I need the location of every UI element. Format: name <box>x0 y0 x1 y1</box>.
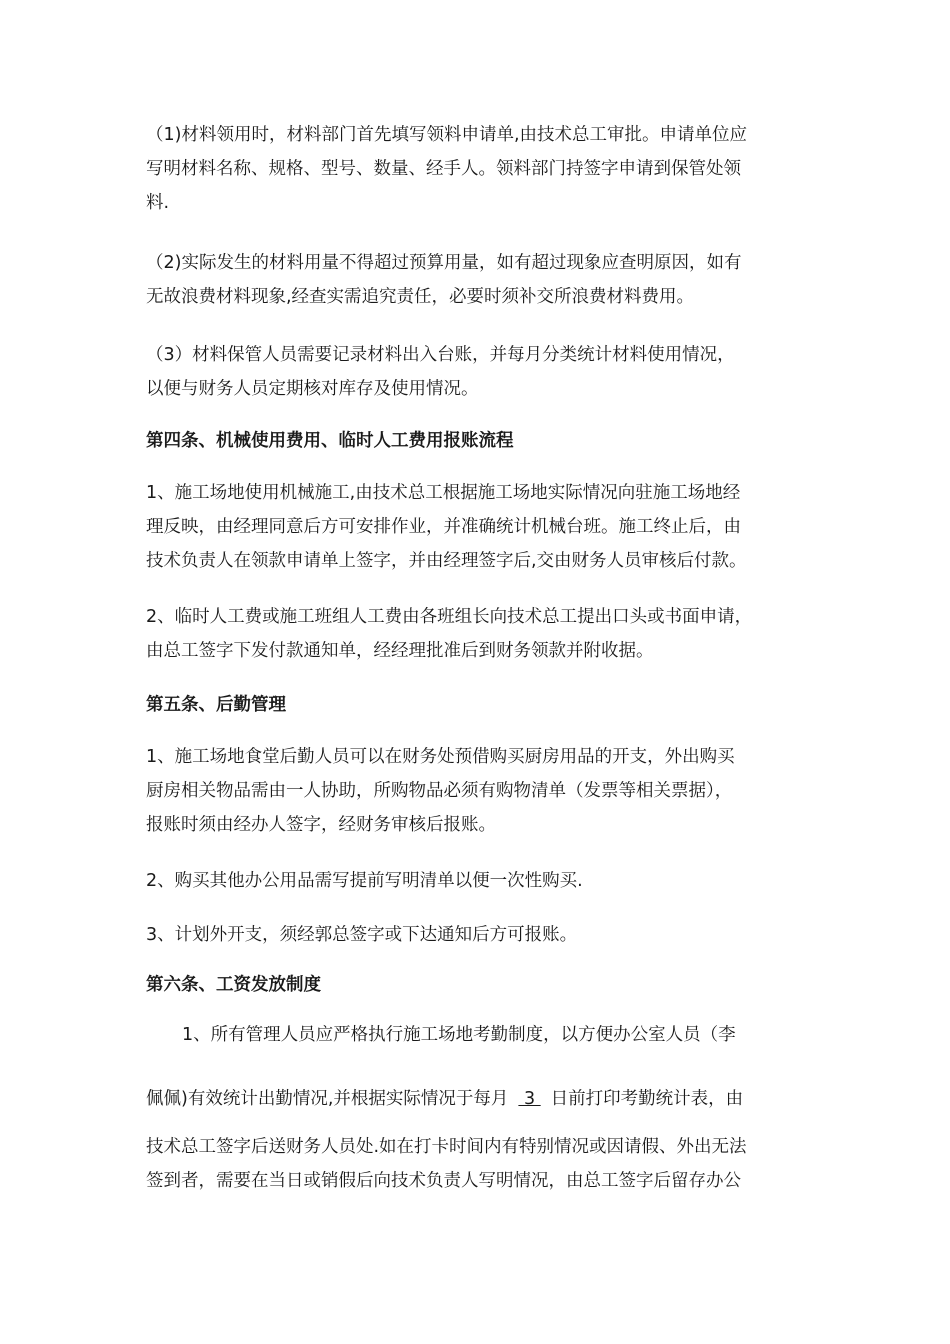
text-line: 技术总工签字后送财务人员处.如在打卡时间内有特别情况或因请假、外出无法 <box>146 1137 747 1157</box>
text-line: 由总工签字下发付款通知单，经经理批准后到财务领款并附收据。 <box>146 641 654 661</box>
paragraph-canteen-expenses <box>146 740 826 842</box>
text-line: 签到者，需要在当日或销假后向技术负责人写明情况，由总工签字后留存办公 <box>146 1171 741 1191</box>
text-segment: 佩佩)有效统计出勤情况,并根据实际情况于每月 <box>146 1089 509 1109</box>
text-line: （2)实际发生的材料用量不得超过预算用量，如有超过现象应查明原因，如有 <box>146 253 742 273</box>
text-line: （1)材料领用时，材料部门首先填写领料申请单,由技术总工审批。申请单位应 <box>146 125 748 145</box>
paragraph-attendance-continued <box>146 1130 826 1198</box>
section-heading-article-6: 第六条、工资发放制度 <box>146 975 321 995</box>
paragraph-attendance-line-2 <box>146 1082 826 1116</box>
text-line: 厨房相关物品需由一人协助，所购物品必须有购物清单（发票等相关票据）， <box>146 781 733 801</box>
text-line: 报账时须由经办人签字，经财务审核后报账。 <box>146 815 496 835</box>
paragraph-material-usage <box>146 246 826 314</box>
text-line: 写明材料名称、规格、型号、数量、经手人。领料部门持签字申请到保管处领 <box>146 159 741 179</box>
section-heading-article-4: 第四条、机械使用费用、临时人工费用报账流程 <box>146 431 514 451</box>
paragraph-unplanned-expenses: 3、计划外开支，须经郭总签字或下达通知后方可报账。 <box>146 925 578 945</box>
text-line: 技术负责人在领款申请单上签字，并由经理签字后,交由财务人员审核后付款。 <box>146 551 747 571</box>
paragraph-material-requisition <box>146 118 826 220</box>
filled-blank-day: 3 <box>518 1089 541 1109</box>
paragraph-attendance-line-1: 1、所有管理人员应严格执行施工场地考勤制度，以方便办公室人员（李 <box>182 1025 736 1045</box>
paragraph-office-supplies: 2、购买其他办公用品需写提前写明清单以便一次性购买. <box>146 871 583 891</box>
text-line: 1、施工场地食堂后勤人员可以在财务处预借购买厨房用品的开支，外出购买 <box>146 747 735 767</box>
paragraph-material-ledger <box>146 338 826 406</box>
text-line: 以便与财务人员定期核对库存及使用情况。 <box>146 379 479 399</box>
text-line: 理反映，由经理同意后方可安排作业，并准确统计机械台班。施工终止后，由 <box>146 517 741 537</box>
paragraph-machinery-reimbursement <box>146 476 826 578</box>
text-line: 无故浪费材料现象,经查实需追究责任，必要时须补交所浪费材料费用。 <box>146 287 695 307</box>
paragraph-labor-cost <box>146 600 826 668</box>
text-line: （3）材料保管人员需要记录材料出入台账，并每月分类统计材料使用情况， <box>146 345 735 365</box>
text-segment: 日前打印考勤统计表，由 <box>550 1089 744 1109</box>
text-line: 2、临时人工费或施工班组人工费由各班组长向技术总工提出口头或书面申请， <box>146 607 753 627</box>
text-line: 料. <box>146 193 170 213</box>
section-heading-article-5: 第五条、后勤管理 <box>146 695 286 715</box>
text-line: 1、施工场地使用机械施工,由技术总工根据施工场地实际情况向驻施工场地经 <box>146 483 741 503</box>
